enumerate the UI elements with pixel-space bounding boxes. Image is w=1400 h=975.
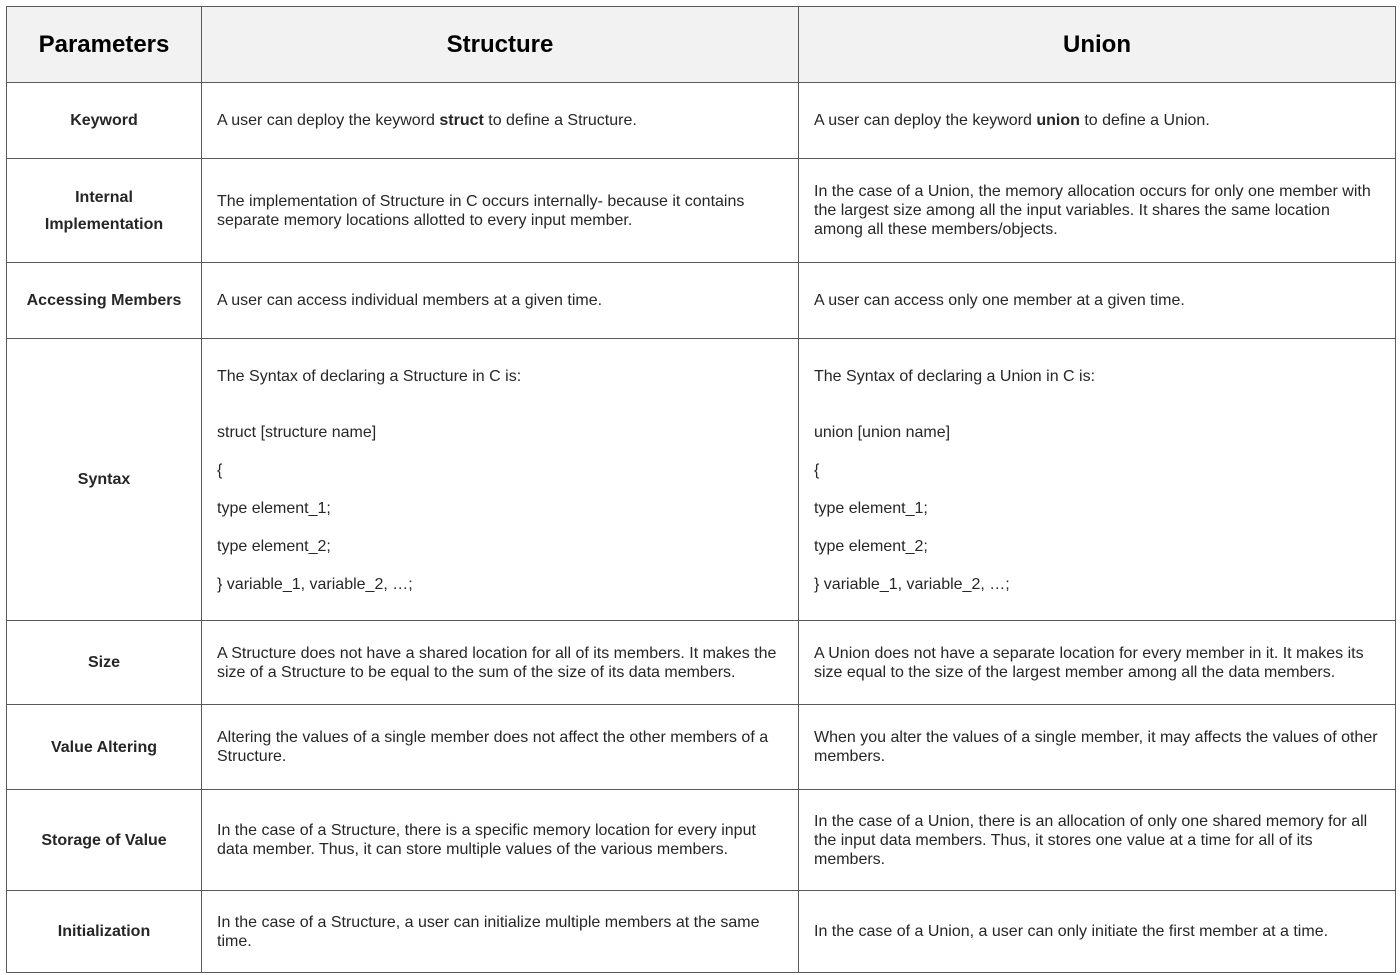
- structure-keyword-post: to define a Structure.: [483, 112, 637, 129]
- param-internal: Internal Implementation: [7, 159, 202, 263]
- param-access: Accessing Members: [7, 263, 202, 339]
- table-row-internal: [7, 159, 1396, 263]
- union-syntax-line: type element_1;: [814, 500, 928, 517]
- table-row-value-altering: [7, 705, 1396, 790]
- structure-value-cell: Altering the values of a single member does not affect the other members of a Structure.: [202, 705, 799, 790]
- union-syntax-intro: The Syntax of declaring a Union in C is:: [814, 368, 1096, 385]
- structure-syntax-line: type element_1;: [217, 500, 331, 517]
- table-row-initialization: [7, 891, 1396, 973]
- union-keyword-kw: union: [1036, 112, 1080, 129]
- union-keyword-post: to define a Union.: [1079, 112, 1210, 129]
- table-row-storage: [7, 790, 1396, 891]
- structure-syntax-intro: The Syntax of declaring a Structure in C is:: [217, 368, 522, 385]
- table-row-keyword: [7, 83, 1396, 159]
- structure-syntax-line: struct [structure name]: [217, 424, 377, 441]
- param-keyword: Keyword: [7, 83, 202, 159]
- union-keyword-cell: [799, 83, 1396, 159]
- structure-internal-cell: The implementation of Structure in C occurs internally- because it contains separate memory locations allotted to every input member.: [202, 159, 799, 263]
- param-size: Size: [7, 621, 202, 705]
- union-storage-cell: In the case of a Union, there is an allocation of only one shared memory for all the input data members. Thus, it stores one value at a time for all of its members.: [799, 790, 1396, 891]
- union-syntax-line: union [union name]: [814, 424, 951, 441]
- structure-keyword-cell: [202, 83, 799, 159]
- structure-size-cell: A Structure does not have a shared location for all of its members. It makes the size of a Structure to be equal to the sum of the size of its data members.: [202, 621, 799, 705]
- union-value-cell: When you alter the values of a single member, it may affects the values of other members.: [799, 705, 1396, 790]
- structure-syntax-cell: [202, 339, 799, 621]
- structure-syntax-line: {: [217, 462, 223, 479]
- param-syntax: Syntax: [7, 339, 202, 621]
- structure-access-cell: A user can access individual members at a given time.: [202, 263, 799, 339]
- header-union: Union: [799, 7, 1396, 83]
- structure-storage-cell: In the case of a Structure, there is a specific memory location for every input data member. Thus, it can store multiple values of the various members.: [202, 790, 799, 891]
- param-value-altering: Value Altering: [7, 705, 202, 790]
- union-access-cell: A user can access only one member at a given time.: [799, 263, 1396, 339]
- param-initialization: Initialization: [7, 891, 202, 973]
- structure-syntax-line: type element_2;: [217, 538, 331, 555]
- structure-keyword-kw: struct: [439, 112, 484, 129]
- structure-keyword-pre: A user can deploy the keyword: [217, 112, 440, 129]
- comparison-table: [6, 6, 1396, 973]
- union-syntax-line: type element_2;: [814, 538, 928, 555]
- header-row: [7, 7, 1396, 83]
- table-row-access: [7, 263, 1396, 339]
- union-internal-cell: In the case of a Union, the memory allocation occurs for only one member with the largest size among all the input variables. It shares the same location among all these members/objects.: [799, 159, 1396, 263]
- union-size-cell: A Union does not have a separate location for every member in it. It makes its size equal to the size of the largest member among all the data members.: [799, 621, 1396, 705]
- header-structure: Structure: [202, 7, 799, 83]
- structure-init-cell: In the case of a Structure, a user can initialize multiple members at the same time.: [202, 891, 799, 973]
- union-init-cell: In the case of a Union, a user can only initiate the first member at a time.: [799, 891, 1396, 973]
- union-syntax-cell: [799, 339, 1396, 621]
- header-parameters: Parameters: [7, 7, 202, 83]
- union-syntax-line: } variable_1, variable_2, …;: [814, 576, 1010, 593]
- table-row-syntax: [7, 339, 1396, 621]
- union-syntax-line: {: [814, 462, 820, 479]
- union-keyword-pre: A user can deploy the keyword: [814, 112, 1037, 129]
- param-storage: Storage of Value: [7, 790, 202, 891]
- structure-syntax-line: } variable_1, variable_2, …;: [217, 576, 413, 593]
- table-row-size: [7, 621, 1396, 705]
